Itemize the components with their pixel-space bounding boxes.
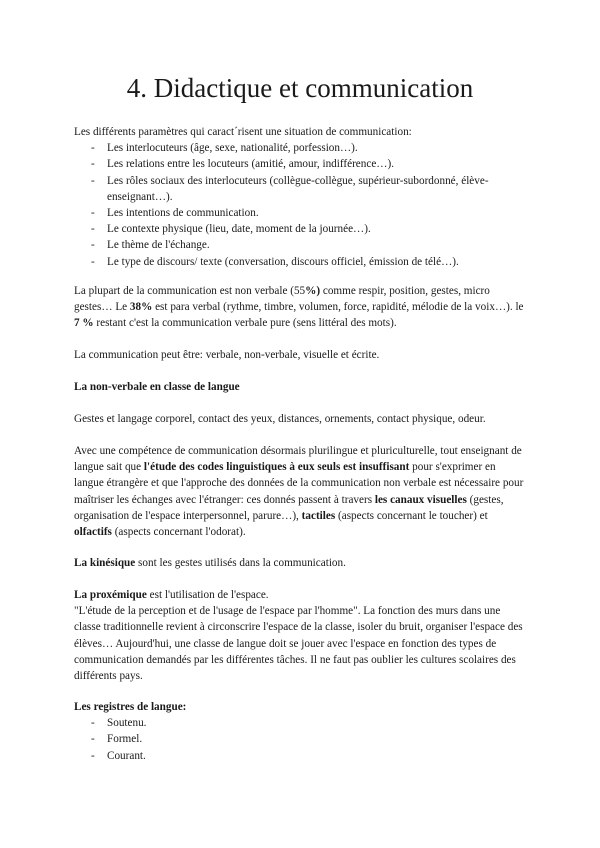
text-run: est para verbal (rythme, timbre, volumen, force, rapidité, mélodie de la voix…). le <box>152 301 524 314</box>
term-bold: La kinésique <box>74 557 136 569</box>
nonverbal-heading-block <box>74 379 526 395</box>
text-run-bold: 38% <box>129 301 153 314</box>
list-item: - Les interlocuteurs (âge, sexe, nationalité, porfession…). <box>74 140 526 156</box>
list-item: - Les relations entre les locuteurs (amitié, amour, indifférence…). <box>74 156 526 172</box>
gestes-paragraph <box>74 411 526 427</box>
types-text: La communication peut être: verbale, non-verbale, visuelle et écrite. <box>74 349 380 361</box>
text-run: La plupart de la communication est non verbale (55 <box>74 285 306 297</box>
text-run: Avec une compétence de communication désormais plurilingue et pluriculturelle, tout enseignant de langue sait que <box>74 445 522 474</box>
list-item: - Les rôles sociaux des interlocuteurs (collègue-collègue, supérieur-subordonné, élève-enseignant…). <box>74 173 526 205</box>
list-item: - Courant. <box>74 748 526 764</box>
gestes-text: Gestes et langage corporel, contact des yeux, distances, ornements, contact physique, odeur. <box>74 413 486 425</box>
parameters-list <box>74 140 526 270</box>
list-item: - Le thème de l'échange. <box>74 237 526 253</box>
term-bold: La proxémique <box>74 589 147 601</box>
proxemique-paragraph <box>74 587 526 684</box>
text-run-bold: l'étude des codes linguistiques à eux seuls est insuffisant <box>143 461 410 474</box>
section-heading: Les registres de langue: <box>74 701 187 713</box>
text-run-bold: tactiles <box>301 509 336 522</box>
text-run: (aspects concernant l'odorat). <box>111 526 246 539</box>
competence-paragraph <box>74 443 526 540</box>
text-run: (aspects concernant le toucher) et <box>335 509 488 522</box>
list-item: - Le type de discours/ texte (conversation, discours officiel, émission de télé…). <box>74 254 526 270</box>
types-paragraph <box>74 347 526 363</box>
list-item: - Le contexte physique (lieu, date, moment de la journée…). <box>74 221 526 237</box>
section-heading: La non-verbale en classe de langue <box>74 381 240 393</box>
registres-list <box>74 715 526 764</box>
percent-paragraph <box>74 283 526 332</box>
list-item: - Les intentions de communication. <box>74 205 526 221</box>
text-run: est l'utilisation de l'espace. <box>146 589 269 601</box>
text-run-bold: les canaux visuelles <box>374 493 467 506</box>
text-run-bold: 7 % <box>74 317 94 330</box>
page-title: 4. Didactique et communication <box>126 73 474 103</box>
registres-section <box>74 699 526 764</box>
list-item: - Formel. <box>74 731 526 747</box>
text-run: comme respir, position, gestes, micro gestes… Le <box>74 285 490 314</box>
kinesique-paragraph <box>74 555 526 571</box>
intro-section <box>74 124 526 270</box>
text-run: pour s'exprimer en langue étrangère et que l'approche des données de la communication non verbale est nécessaire pour maîtriser les échanges avec l'étranger: ces donnés passent à travers <box>74 461 524 506</box>
text-run-bold: %) <box>305 285 321 297</box>
proxemique-body: "L'étude de la perception et de l'usage de l'espace par l'homme". La fonction des murs dans une classe traditionnelle revient à circonscrire l'espace de la classe, isoler du bruit, organiser l'espace des élèves… Aujourd'hui, une classe de langue doit se jouer avec l'espace en fonction des types de communication demandés par les différentes tâches. Il ne faut pas oublier les cultures scolaires des différents pays. <box>74 605 523 683</box>
text-run: (gestes, organisation de l'espace interpersonnel, parure…), <box>74 493 504 522</box>
text-run-bold: olfactifs <box>74 526 112 539</box>
intro-lead: Les différents paramètres qui caract´risent une situation de communication: <box>74 126 412 138</box>
text-run: sont les gestes utilisés dans la communication. <box>135 557 346 569</box>
text-run: restant c'est la communication verbale pure (sens littéral des mots). <box>93 317 397 330</box>
list-item: - Soutenu. <box>74 715 526 731</box>
